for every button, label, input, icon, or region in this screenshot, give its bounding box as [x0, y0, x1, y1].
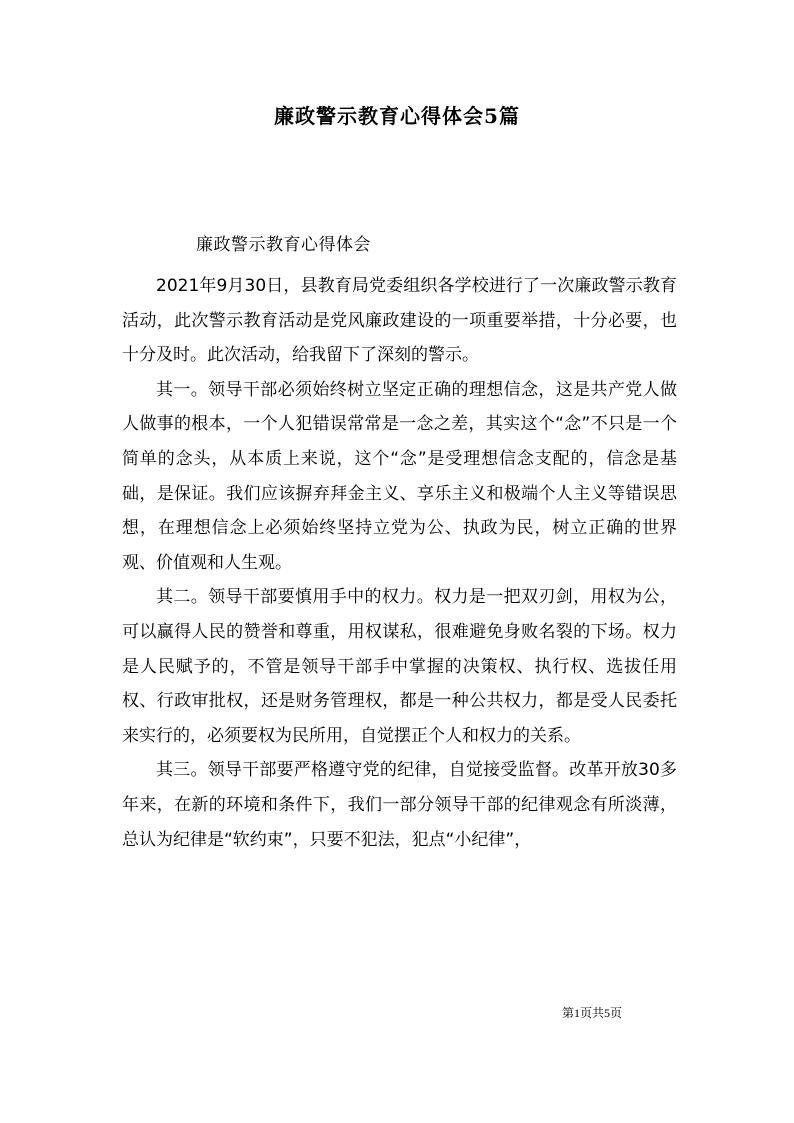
paragraph-first: 其一。领导干部必须始终树立坚定正确的理想信念，这是共产党人做人做事的根本，一个人犯错误常常是一念之差，其实这个“念”不只是一个简单的念头，从本质上来说，这个“念”是受理想信念支配的，信念是基础，是保证。我们应该摒弃拜金主义、享乐主义和极端个人主义等错误思想，在理想信念上必须始终坚持立党为公、执政为民，树立正确的世界观、价值观和人生观。: [122, 379, 677, 573]
document-body: [122, 269, 677, 857]
document-title: 廉政警示教育心得体会5篇: [274, 104, 520, 128]
paragraph-second: 其二。领导干部要慎用手中的权力。权力是一把双刃剑，用权为公，可以赢得人民的赞誉和尊重，用权谋私，很难避免身败名裂的下场。权力是人民赋予的，不管是领导干部手中掌握的决策权、执行权、选拔任用权、行政审批权，还是财务管理权，都是一种公共权力，都是受人民委托来实行的，必须要权为民所用，自觉摆正个人和权力的关系。: [122, 587, 677, 746]
page-number-footer: 第1页共5页: [562, 1006, 623, 1020]
paragraph-intro: 2021年9月30日，县教育局党委组织各学校进行了一次廉政警示教育活动，此次警示教育活动是党风廉政建设的一项重要举措，十分必要，也十分及时。此次活动，给我留下了深刻的警示。: [122, 276, 677, 366]
paragraph-third: 其三。领导干部要严格遵守党的纪律，自觉接受监督。改革开放30多年来，在新的环境和条件下，我们一部分领导干部的纪律观念有所淡薄，总认为纪律是“软约束”，只要不犯法，犯点“小纪律”，: [122, 760, 677, 850]
document-subtitle: 廉政警示教育心得体会: [196, 235, 371, 255]
